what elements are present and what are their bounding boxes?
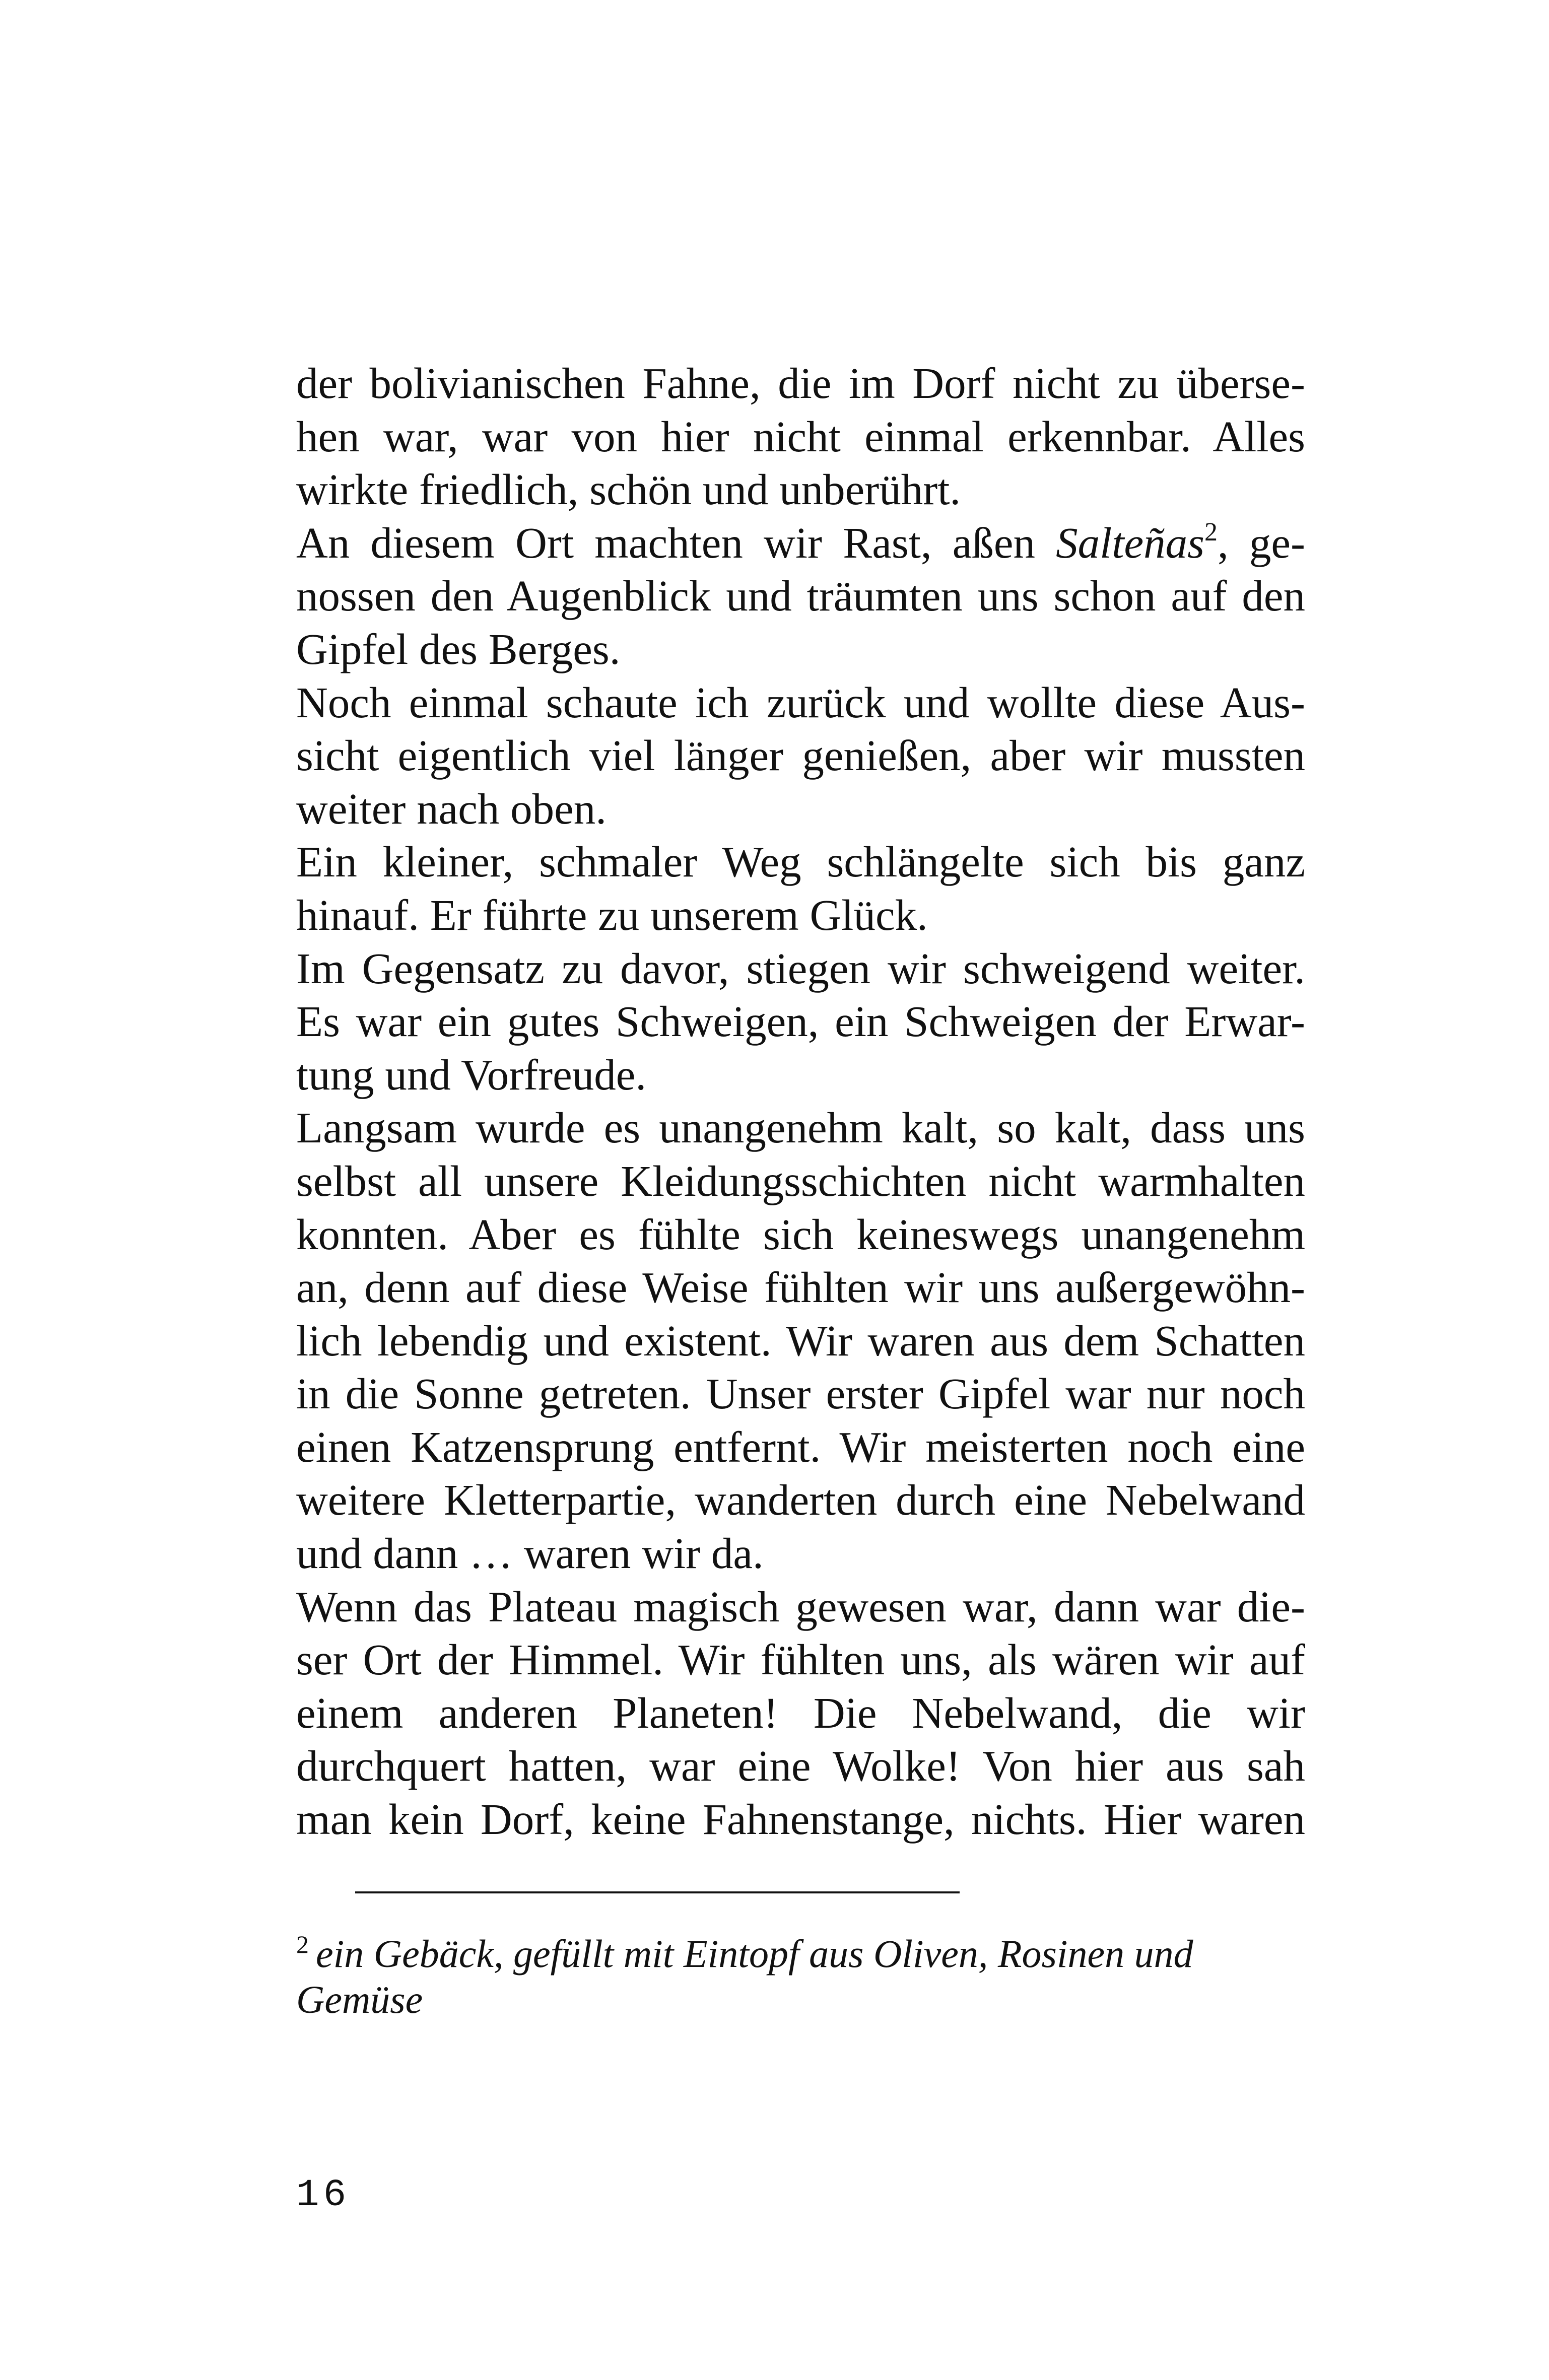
text-line: einen Katzensprung entfernt. Wir meisterten noch eine [296, 1422, 1305, 1471]
text-line: in die Sonne getreten. Unser erster Gipfel war nur noch [296, 1369, 1305, 1418]
footnote-separator [355, 1891, 960, 1893]
text-line: Gipfel des Berges. [296, 624, 621, 673]
text-line: ser Ort der Himmel. Wir fühlten uns, als wären wir auf [296, 1635, 1305, 1684]
text-line: durchquert hatten, war eine Wolke! Von hier aus sah [296, 1741, 1305, 1791]
body-text [296, 357, 1305, 1846]
footnote-text: ein Gebäck, gefüllt mit Eintopf aus Oliven, Rosinen und [316, 1932, 1193, 1976]
text-line: einem anderen Planeten! Die Nebelwand, die wir [296, 1688, 1305, 1737]
footnote-number: 2 [296, 1930, 309, 1958]
footnote-reference: 2 [1204, 517, 1218, 547]
text-line: tung und Vorfreude. [296, 1050, 647, 1099]
text-line: Ein kleiner, schmaler Weg schlängelte sich bis ganz [296, 837, 1305, 887]
text-line: der bolivianischen Fahne, die im Dorf nicht zu überse- [296, 359, 1305, 407]
text-line: selbst all unsere Kleidungsschichten nicht warmhalten [296, 1156, 1305, 1205]
footnote-line [296, 1917, 1305, 1976]
italic-term: Salteñas [1056, 518, 1204, 567]
footnote [296, 1917, 1305, 2027]
text-line: an, denn auf diese Weise fühlten wir uns außergewöhn- [296, 1263, 1305, 1312]
footnote-line: Gemüse [296, 1978, 423, 2021]
text-line: nossen den Augenblick und träumten uns schon auf den [296, 571, 1305, 621]
text-segment: , ge- [1218, 518, 1305, 567]
text-line: sicht eigentlich viel länger genießen, aber wir mussten [296, 731, 1305, 780]
text-line: Noch einmal schaute ich zurück und wollte diese Aus- [296, 677, 1305, 727]
text-line: Wenn das Plateau magisch gewesen war, dann war die- [296, 1582, 1305, 1631]
text-line: man kein Dorf, keine Fahnenstange, nichts. Hier waren [296, 1795, 1305, 1844]
text-line: hen war, war von hier nicht einmal erkennbar. Alles [296, 412, 1305, 461]
text-line: weiter nach oben. [296, 784, 607, 833]
text-line: hinauf. Er führte zu unserem Glück. [296, 890, 928, 939]
text-line: und dann … waren wir da. [296, 1529, 764, 1578]
text-line: lich lebendig und existent. Wir waren aus dem Schatten [296, 1316, 1305, 1365]
page-number: 16 [296, 2173, 351, 2217]
text-line: Es war ein gutes Schweigen, ein Schweigen der Erwar- [296, 997, 1305, 1046]
text-line: wirkte friedlich, schön und unberührt. [296, 465, 961, 514]
text-line-with-footnote-ref [296, 516, 1305, 570]
text-line: konnten. Aber es fühlte sich keineswegs unangenehm [296, 1209, 1305, 1259]
text-segment: An diesem Ort machten wir Rast, aßen [296, 518, 1056, 567]
text-line: weitere Kletterpartie, wanderten durch eine Nebelwand [296, 1475, 1305, 1525]
text-line: Langsam wurde es unangenehm kalt, so kalt, dass uns [296, 1103, 1305, 1152]
text-line: Im Gegensatz zu davor, stiegen wir schweigend weiter. [296, 943, 1305, 993]
